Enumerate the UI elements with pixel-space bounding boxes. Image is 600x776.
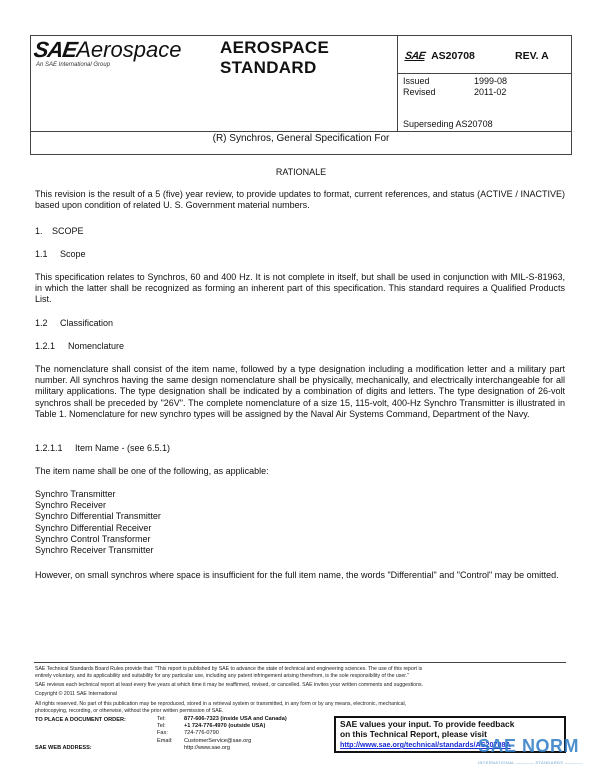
contact-email[interactable]: CustomerService@sae.org (184, 737, 252, 744)
copyright: Copyright © 2011 SAE International (35, 691, 117, 697)
web-address-link[interactable]: http://www.sae.org (184, 745, 231, 751)
scope-text: This specification relates to Synchros, 60 and 400 Hz. It is not complete in itself, but shall be used in conjunction with MIL-S-81963, in which the latter shall be recognized as forming an inherent part of this specification. This standard requires a Qualified Products List. (35, 272, 565, 305)
doc-type-line2: STANDARD (220, 58, 317, 77)
doc-type-line1: AEROSPACE (220, 38, 330, 57)
contact-row (157, 730, 287, 737)
logo-name: Aerospace (76, 37, 182, 62)
section-number: 1.2 (35, 318, 48, 328)
contact-value[interactable]: 724-776-0790 (184, 730, 219, 737)
document-title: (R) Synchros, General Specification For (212, 133, 390, 144)
section-number: 1. (35, 226, 43, 236)
sae-norm-watermark (478, 736, 579, 757)
nomenclature-text: The nomenclature shall consist of the item name, followed by a type designation including a modification letter and a military part number. All synchros having the same design nomenclature shall be physically, mechanically, and electrically interchangeable for all military applications. The type designation shall be indicated by a combination of digits and letters. The type designation of 26-volt synchros shall be preceded by "26V". The complete nomenclature of a size 15, 115-volt, 400-Hz Synchro Transmitter is illustrated in Table 1. Nomenclature for new synchro types will be assigned by the Naval Air Systems Command, Department of the Navy. (35, 364, 565, 419)
rights-line2: photocopying, recording, or otherwise, without the prior written permission of SAE. (35, 708, 224, 714)
contact-label: Tel: (157, 723, 166, 730)
section-number: 1.2.1 (35, 341, 56, 351)
section-1-2-1-1-heading (35, 443, 170, 453)
order-contacts (157, 716, 287, 745)
document-number-row (404, 50, 549, 62)
revision: REV. A (515, 50, 549, 62)
rationale-text: This revision is the result of a 5 (five) year review, to provide updates to format, current references, and status (ACTIVE / INACTIVE) based upon condition of related U. S. Government material numbers. (35, 189, 565, 211)
sae-aerospace-logo (34, 38, 181, 62)
section-title: Nomenclature (68, 341, 125, 351)
list-item: Synchro Differential Receiver (35, 522, 152, 533)
item-note: However, on small synchros where space is insufficient for the full item name, the words "Differential" and "Control" may be omitted. (35, 570, 559, 580)
contact-row (157, 723, 287, 730)
item-name-list (35, 489, 161, 556)
header-divider-right (397, 73, 572, 74)
order-label: TO PLACE A DOCUMENT ORDER: (35, 717, 126, 723)
footer-rule (34, 662, 566, 663)
section-1-heading (35, 226, 84, 236)
feedback-line1: SAE values your input. To provide feedback (340, 719, 515, 729)
board-rules-line2: entirely voluntary, and its applicability and suitability for any particular use, including any patent infringement arising therefrom, is the sole responsibility of the user." (35, 673, 409, 679)
section-title: Scope (60, 249, 86, 259)
revised-label: Revised (403, 87, 436, 97)
list-item: Synchro Control Transformer (35, 533, 151, 544)
contact-value[interactable]: +1 724-776-4970 (outside USA) (184, 723, 266, 730)
section-number: 1.2.1.1 (35, 443, 63, 453)
date-labels (403, 76, 436, 98)
rights-line1: All rights reserved. No part of this publication may be reproduced, stored in a retrieval system or transmitted, in any form or by any means, electronic, mechanical, (35, 701, 407, 707)
header-divider-title (30, 131, 572, 132)
section-title: SCOPE (52, 226, 84, 236)
header-divider-vertical (397, 35, 398, 131)
item-intro: The item name shall be one of the following, as applicable: (35, 466, 269, 476)
list-item: Synchro Transmitter (35, 489, 116, 499)
contact-row (157, 738, 287, 745)
rationale-heading: RATIONALE (275, 167, 327, 177)
section-number: 1.1 (35, 249, 48, 259)
section-title: Item Name - (see 6.5.1) (75, 443, 171, 453)
section-1-2-1-heading (35, 341, 124, 351)
review-notice: SAE reviews each technical report at least every five years at which time it may be reaffirmed, revised, or cancelled. SAE invites your written comments and suggestions. (35, 682, 423, 688)
issued-date: 1999-08 (474, 76, 508, 86)
section-1-1-heading (35, 249, 86, 259)
document-type (220, 38, 329, 78)
board-rules-line1: SAE Technical Standards Board Rules provide that: "This report is published by SAE to advance the state of technical and engineering sciences. The use of this report is (35, 666, 423, 672)
watermark-text: SAE NORM (478, 736, 580, 756)
logo-brand: SAE (32, 37, 79, 62)
list-item: Synchro Differential Transmitter (35, 511, 161, 522)
contact-value[interactable]: 877-606-7323 (inside USA and Canada) (184, 716, 287, 722)
date-values (474, 76, 507, 98)
contact-label: Email: (157, 737, 173, 744)
feedback-line2: on this Technical Report, please visit (340, 729, 487, 739)
web-address-label: SAE WEB ADDRESS: (35, 745, 92, 751)
contact-label: Tel: (157, 716, 166, 722)
document-number: AS20708 (431, 50, 475, 62)
superseding: Superseding AS20708 (403, 119, 493, 129)
contact-row (157, 716, 287, 723)
revised-date: 2011-02 (474, 87, 507, 97)
logo-tagline: An SAE International Group (36, 62, 111, 68)
section-title: Classification (60, 318, 114, 328)
sae-mini-logo: SAE (404, 50, 426, 62)
watermark-subtitle: INTERNATIONAL ———— STANDARDS ———— (478, 760, 583, 765)
list-item: Synchro Receiver (35, 500, 107, 511)
section-1-2-heading (35, 318, 113, 328)
contact-label: Fax: (157, 730, 168, 737)
issued-label: Issued (403, 76, 430, 86)
list-item: Synchro Receiver Transmitter (35, 545, 154, 556)
feedback-link[interactable]: http://www.sae.org/technical/standards/AS20708A (340, 740, 511, 749)
